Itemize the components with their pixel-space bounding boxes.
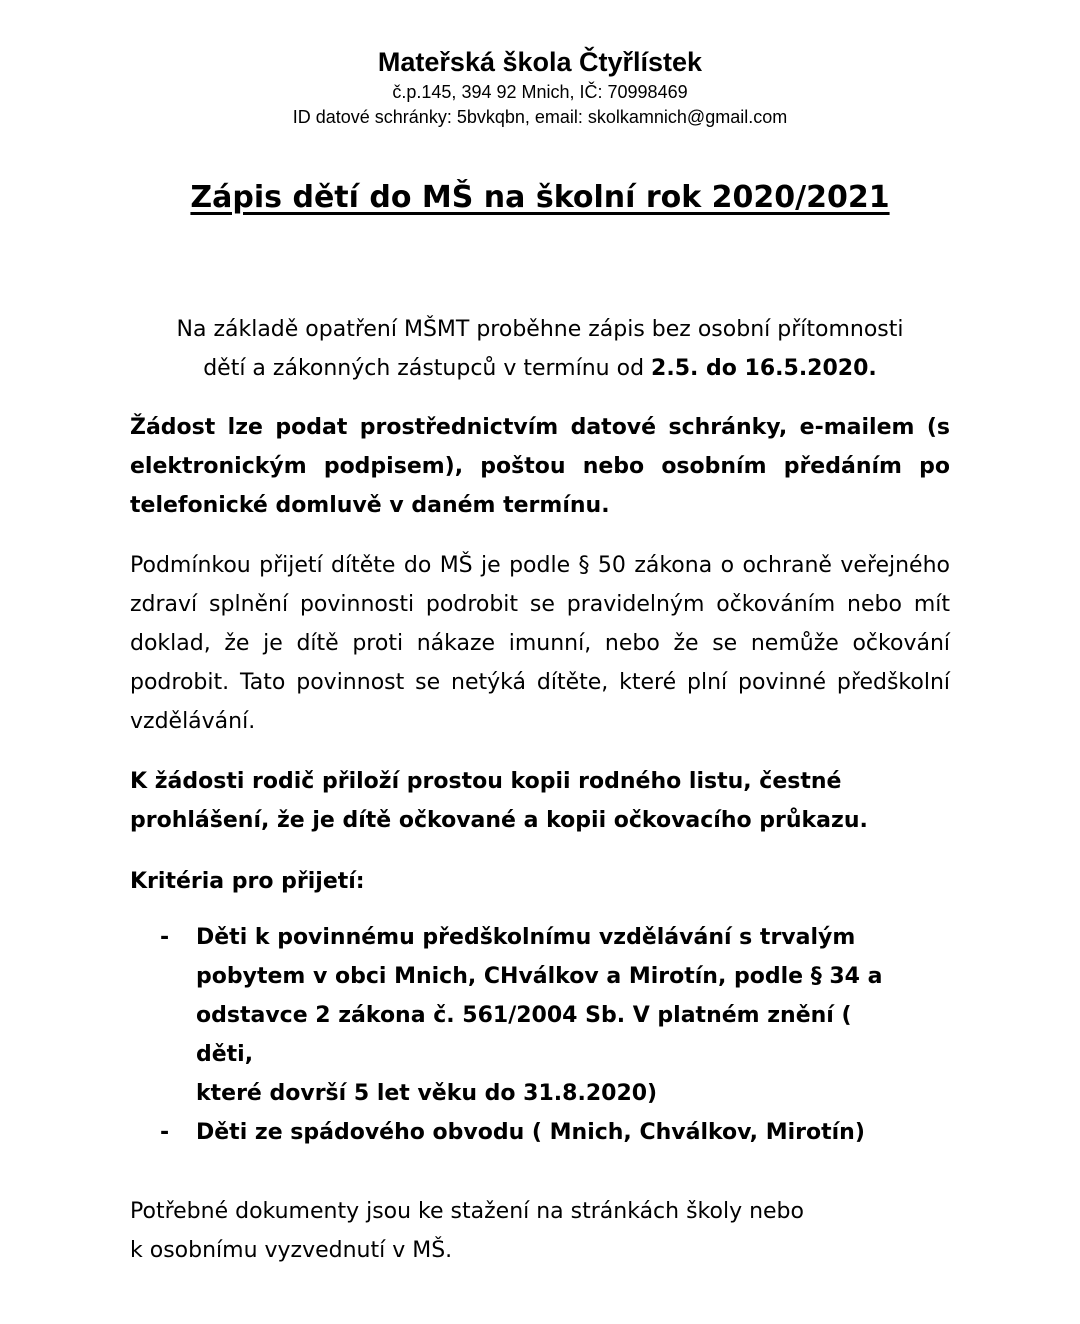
school-header [0, 44, 1080, 130]
intro-paragraph [130, 310, 950, 388]
list-bullet: - [160, 925, 170, 950]
attachments-line-2: prohlášení, že je dítě očkované a kopii očkovacího průkazu. [130, 808, 868, 833]
list-item [150, 918, 910, 1113]
criteria-item-1-line-4: které dovrší 5 let věku do 31.8.2020) [196, 1081, 658, 1106]
documents-line-2: k osobnímu vyzvednutí v MŠ. [130, 1238, 453, 1263]
criteria-title: Kritéria pro přijetí: [130, 869, 365, 894]
attachments-paragraph [130, 762, 950, 840]
criteria-item-2-line-1: Děti ze spádového obvodu ( Mnich, Chválkov, Mirotín) [196, 1120, 865, 1145]
vaccination-condition-paragraph: Podmínkou přijetí dítěte do MŠ je podle § 50 zákona o ochraně veřejného zdraví splnění povinnosti podrobit se pravidelným očkováním nebo mít doklad, že je dítě proti nákaze imunní, nebo že se nemůže očkování podrobit. Tato povinnost se netýká dítěte, které plní povinné předškolní vzdělávání. [130, 553, 950, 734]
attachments-line-1: K žádosti rodič přiloží prostou kopii rodného listu, čestné [130, 769, 842, 794]
document-title: Zápis dětí do MŠ na školní rok 2020/2021 [190, 180, 890, 215]
list-item [150, 1113, 910, 1152]
criteria-item-1-line-3: odstavce 2 zákona č. 561/2004 Sb. V platném znění ( děti, [196, 1003, 852, 1067]
school-contact: ID datové schránky: 5bvkqbn, email: skolkamnich@gmail.com [292, 107, 788, 127]
criteria-item-1-line-1: Děti k povinnému předškolnímu vzdělávání s trvalým [196, 925, 856, 950]
application-paragraph: Žádost lze podat prostřednictvím datové schránky, e-mailem (s elektronickým podpisem), poštou nebo osobním předáním po telefonické domluvě v daném termínu. [130, 415, 950, 518]
enrollment-dates: 2.5. do 16.5.2020. [651, 356, 877, 381]
list-bullet: - [160, 1120, 170, 1145]
intro-line-2-text: dětí a zákonných zástupců v termínu od [203, 356, 652, 381]
intro-line-2 [130, 349, 950, 388]
school-name: Mateřská škola Čtyřlístek [377, 47, 703, 77]
documents-line-1: Potřebné dokumenty jsou ke stažení na stránkách školy nebo [130, 1199, 804, 1224]
intro-line-1: Na základě opatření MŠMT proběhne zápis bez osobní přítomnosti [176, 317, 904, 342]
criteria-list [150, 918, 910, 1152]
criteria-item-1-line-2: pobytem v obci Mnich, CHválkov a Mirotín, podle § 34 a [196, 964, 883, 989]
documents-paragraph [130, 1192, 890, 1270]
school-address: č.p.145, 394 92 Mnich, IČ: 70998469 [392, 82, 688, 102]
